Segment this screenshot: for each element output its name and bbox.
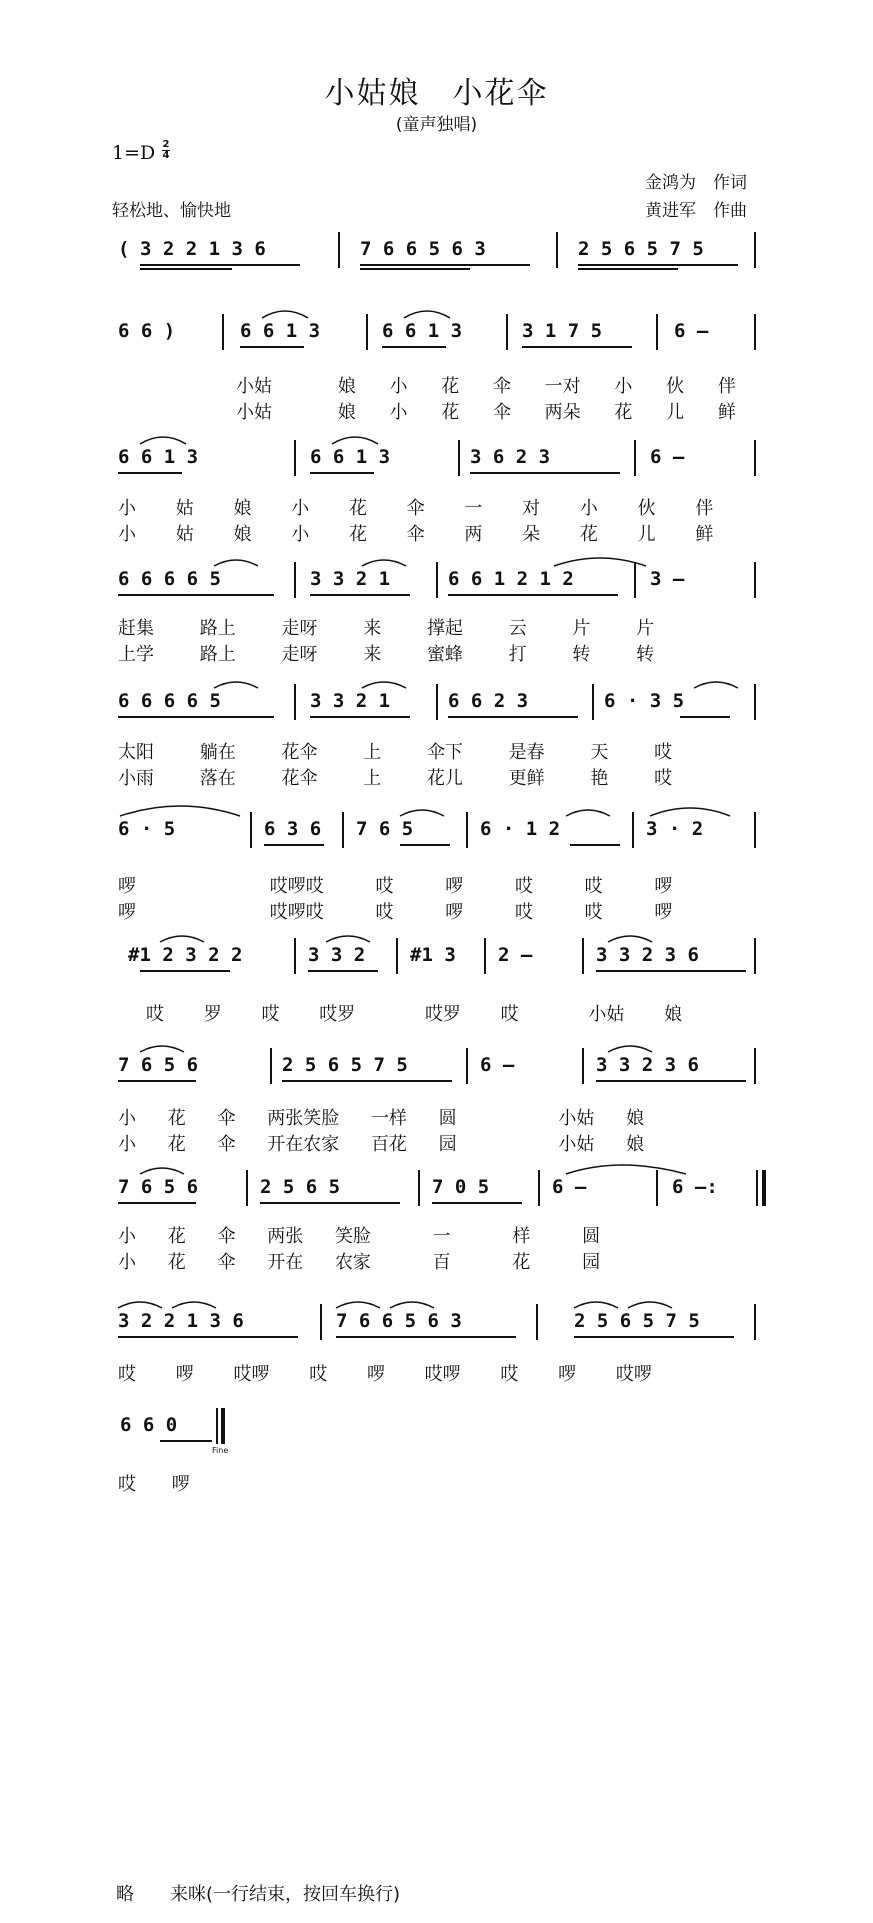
slur — [608, 936, 652, 942]
slur — [332, 437, 378, 444]
notes-r7-m0: #1 2 3 2 2 — [128, 944, 243, 966]
lyrics-r9-v1: 小 花 伞 两张 笑脸 一 样 圆 — [118, 1226, 601, 1247]
slur — [566, 1165, 686, 1174]
notes-r10-m1: 7 6 6 5 6 3 — [336, 1310, 462, 1332]
lyrics-r5-v2: 小雨 落在 花伞 上 花儿 更鲜 艳 哎 — [118, 768, 673, 789]
notes-r5-m2: 6 6 2 3 — [448, 690, 529, 712]
slur — [650, 808, 730, 816]
slur — [694, 682, 738, 688]
notes-r10-m0: 3 2 2 1 3 6 — [118, 1310, 244, 1332]
notes-r6-m3: 6 · 1 2 — [480, 818, 561, 840]
lyrics-r8-v1: 小 花 伞 两张笑脸 一样 圆 小姑 娘 — [118, 1108, 645, 1129]
slur — [628, 1302, 672, 1308]
slur — [140, 437, 186, 444]
slur — [400, 810, 444, 816]
time-signature-top: 2 — [162, 139, 170, 150]
slur — [362, 682, 406, 688]
lyrics-r6-v1: 啰 哎啰哎 哎 啰 哎 哎 啰 — [118, 876, 673, 897]
time-signature-bottom: 4 — [162, 150, 170, 161]
notes-r5-m3: 6 · 3 5 — [604, 690, 685, 712]
slur — [262, 311, 308, 318]
slur — [326, 936, 370, 942]
notes-r1-m2: 7 6 6 5 6 3 — [360, 238, 486, 260]
song-subtitle: (童声独唱) — [395, 115, 478, 135]
lyrics-r4-v2: 上学 路上 走呀 来 蜜蜂 打 转 转 — [118, 644, 655, 665]
key-signature: 1=D — [112, 142, 156, 164]
notes-r9-m2: 7 0 5 — [432, 1176, 490, 1198]
notes-r3-m1: 6 6 1 3 — [310, 446, 391, 468]
slur — [566, 810, 610, 816]
slur — [160, 936, 204, 942]
notes-r1-m1: 3 2 2 1 3 6 — [140, 238, 266, 260]
notes-r7-m2: #1 3 — [410, 944, 456, 966]
notes-r3-m2: 3 6 2 3 — [470, 446, 551, 468]
notes-r2-m1: 6 6 1 3 — [240, 320, 321, 342]
notes-r8-m0: 7 6 5 6 — [118, 1054, 199, 1076]
notes-r8-m2: 6 — — [480, 1054, 515, 1076]
notes-r5-m0: 6 6 6 6 5 — [118, 690, 221, 712]
notes-r2-m2: 6 6 1 3 — [382, 320, 463, 342]
notes-r7-m1: 3 3 2 — [308, 944, 366, 966]
slur — [608, 1046, 652, 1052]
notes-r6-m0: 6 · 5 — [118, 818, 176, 840]
notes-r9-m3: 6 — — [552, 1176, 587, 1198]
slur — [554, 558, 646, 566]
lyrics-r10-v1: 哎 啰 哎啰 哎 啰 哎啰 哎 啰 哎啰 — [118, 1364, 652, 1385]
notes-r7-m3: 2 — — [498, 944, 533, 966]
notes-r8-m1: 2 5 6 5 7 5 — [282, 1054, 408, 1076]
notes-r3-m3: 6 — — [650, 446, 685, 468]
notes-r10-m2: 2 5 6 5 7 5 — [574, 1310, 700, 1332]
notes-r2-m0: 6 6 ) — [118, 320, 176, 342]
notes-r3-m0: 6 6 1 3 — [118, 446, 199, 468]
notes-r5-m1: 3 3 2 1 — [310, 690, 391, 712]
lyrics-r3-v1: 小 姑 娘 小 花 伞 一 对 小 伙 伴 — [118, 498, 714, 519]
notes-r4-m1: 3 3 2 1 — [310, 568, 391, 590]
notes-r4-m3: 3 — — [650, 568, 685, 590]
lyrics-r4-v1: 赶集 路上 走呀 来 撑起 云 片 片 — [118, 618, 655, 639]
slur — [362, 560, 406, 566]
lyrics-r6-v2: 啰 哎啰哎 哎 啰 哎 哎 啰 — [118, 902, 673, 923]
notes-r6-m4: 3 · 2 — [646, 818, 704, 840]
slur — [214, 560, 258, 566]
slur — [140, 1046, 184, 1052]
lyrics-r11-v1: 哎 啰 — [118, 1474, 190, 1495]
notes-r11-m0: 6 6 0 — [120, 1414, 178, 1436]
composer-credit: 黄进军 作曲 — [645, 201, 747, 221]
fine-mark: Fine — [212, 1446, 229, 1455]
slur — [390, 1302, 434, 1308]
notes-r9-m0: 7 6 5 6 — [118, 1176, 199, 1198]
slur — [404, 311, 450, 318]
slur — [574, 1302, 618, 1308]
slur — [120, 806, 240, 816]
notes-r2-m4: 6 — — [674, 320, 709, 342]
lyrics-r7-v1: 哎 罗 哎 哎罗 哎罗 哎 小姑 娘 — [146, 1004, 683, 1025]
lyrics-r3-v2: 小 姑 娘 小 花 伞 两 朵 花 儿 鲜 — [118, 524, 714, 545]
notes-r2-m3: 3 1 7 5 — [522, 320, 603, 342]
lyrics-r5-v1: 太阳 躺在 花伞 上 伞下 是春 天 哎 — [118, 742, 673, 763]
notes-r9-m1: 2 5 6 5 — [260, 1176, 341, 1198]
lyricist-credit: 金鸿为 作词 — [645, 173, 747, 193]
notes-r1-m0: ( — [118, 238, 130, 260]
notes-r6-m2: 7 6 5 — [356, 818, 414, 840]
lyrics-r8-v2: 小 花 伞 开在农家 百花 园 小姑 娘 — [118, 1134, 645, 1155]
slur — [118, 1302, 162, 1308]
notes-r4-m2: 6 6 1 2 1 2 — [448, 568, 574, 590]
lyrics-r2-v2: 小姑 娘 小 花 伞 两朵 花 儿 鲜 — [236, 402, 736, 423]
lyrics-r2-v1: 小姑 娘 小 花 伞 一对 小 伙 伴 — [236, 376, 736, 397]
slur — [336, 1302, 380, 1308]
notes-r9-m4: 6 —: — [672, 1176, 718, 1198]
slur — [214, 682, 258, 688]
notes-r7-m4: 3 3 2 3 6 — [596, 944, 699, 966]
notes-r1-m3: 2 5 6 5 7 5 — [578, 238, 704, 260]
footer-note: 略 来咪(一行结束，按回车换行) — [116, 1884, 401, 1905]
slur — [172, 1302, 216, 1308]
notes-r6-m1: 6 3 6 — [264, 818, 322, 840]
tempo-marking: 轻松地、愉快地 — [112, 201, 231, 221]
lyrics-r9-v2: 小 花 伞 开在 农家 百 花 园 — [118, 1252, 601, 1273]
slur — [140, 1168, 184, 1174]
song-title: 小姑娘 小花伞 — [324, 76, 549, 111]
notes-r8-m3: 3 3 2 3 6 — [596, 1054, 699, 1076]
notes-r4-m0: 6 6 6 6 5 — [118, 568, 221, 590]
